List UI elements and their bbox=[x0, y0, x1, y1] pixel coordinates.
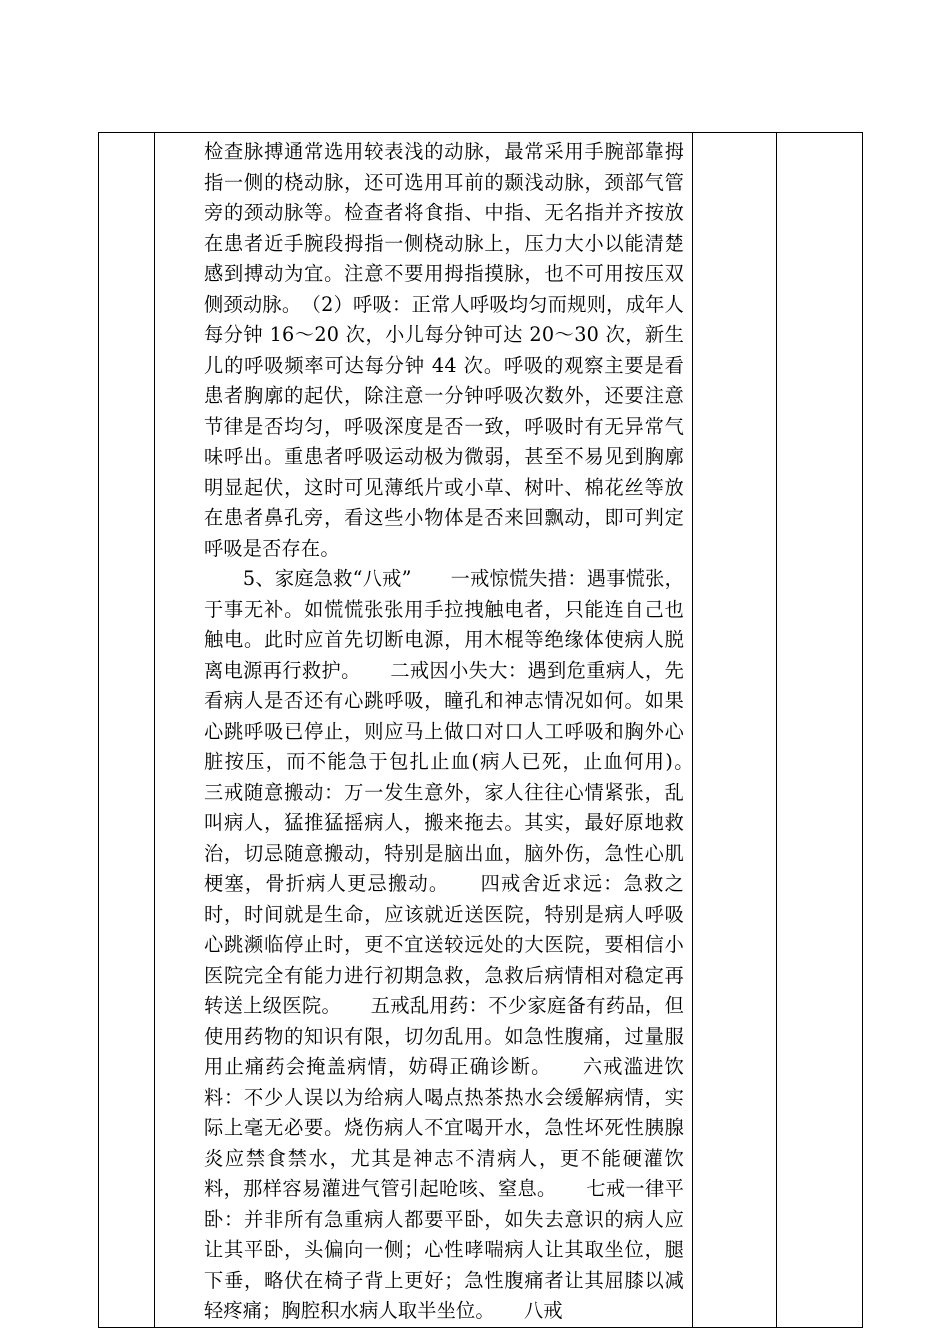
document-table bbox=[98, 132, 863, 1328]
paragraph-eight-donts: 5、家庭急救“八戒” 一戒惊慌失措：遇事慌张，于事无补。如慌慌张张用手拉拽触电者，只能连自己也触电。此时应首先切断电源，用木棍等绝缘体使病人脱离电源再行救护。 二戒因小失大：遇到危重病人，先看病人是否还有心跳呼吸，瞳孔和神志情况如何。如果心跳呼吸已停止，则应马上做口对口人工呼吸和胸外心脏按压，而不能急于包扎止血(病人已死，止血何用)。 三戒随意搬动：万一发生意外，家人往往心情紧张，乱叫病人，猛推猛摇病人，搬来拖去。其实，最好原地救治，切忌随意搬动，特别是脑出血，脑外伤，急性心肌梗塞，骨折病人更忌搬动。 四戒舍近求远：急救之时，时间就是生命，应该就近送医院，特别是病人呼吸心跳濒临停止时，更不宜送较远处的大医院，要相信小医院完全有能力进行初期急救，急救后病情相对稳定再转送上级医院。 五戒乱用药：不少家庭备有药品，但使用药物的知识有限，切勿乱用。如急性腹痛，过量服用止痛药会掩盖病情，妨碍正确诊断。 六戒滥进饮料：不少人误以为给病人喝点热茶热水会缓解病情，实际上毫无必要。烧伤病人不宜喝开水，急性坏死性胰腺炎应禁食禁水，尤其是神志不清病人，更不能硬灌饮料，那样容易灌进气管引起呛咳、窒息。 七戒一律平卧：并非所有急重病人都要平卧，如失去意识的病人应让其平卧，头偏向一侧；心性哮喘病人让其取坐位，腿下垂，略伏在椅子背上更好；急性腹痛者让其屈膝以减轻疼痛；胸腔积水病人取半坐位。 八戒 bbox=[204, 567, 723, 1322]
body-text bbox=[155, 133, 723, 1327]
content-cell bbox=[155, 133, 723, 1328]
table-row bbox=[99, 133, 863, 1328]
empty-cell-left bbox=[99, 133, 155, 1328]
empty-cell-right-1 bbox=[693, 133, 777, 1328]
empty-cell-right-2 bbox=[777, 133, 863, 1328]
paragraph-pulse-respiration: 检查脉搏通常选用较表浅的动脉，最常采用手腕部靠拇指一侧的桡动脉，还可选用耳前的颞浅动脉，颈部气管旁的颈动脉等。检查者将食指、中指、无名指并齐按放在患者近手腕段拇指一侧桡动脉上，压力大小以能清楚感到搏动为宜。注意不要用拇指摸脉，也不可用按压双侧颈动脉。 （2）呼吸：正常人呼吸均匀而规则，成年人每分钟 16～20 次，小儿每分钟可达 20～30 次，新生儿的呼吸频率可达每分钟 44 次。呼吸的观察主要是看患者胸廓的起伏，除注意一分钟呼吸次数外，还要注意节律是否均匀，呼吸深度是否一致，呼吸时有无异常气味呼出。重患者呼吸运动极为微弱，甚至不易见到胸廓明显起伏，这时可见薄纸片或小草、树叶、棉花丝等放在患者鼻孔旁，看这些小物体是否来回飘动，即可判定呼吸是否存在。 bbox=[204, 140, 684, 560]
